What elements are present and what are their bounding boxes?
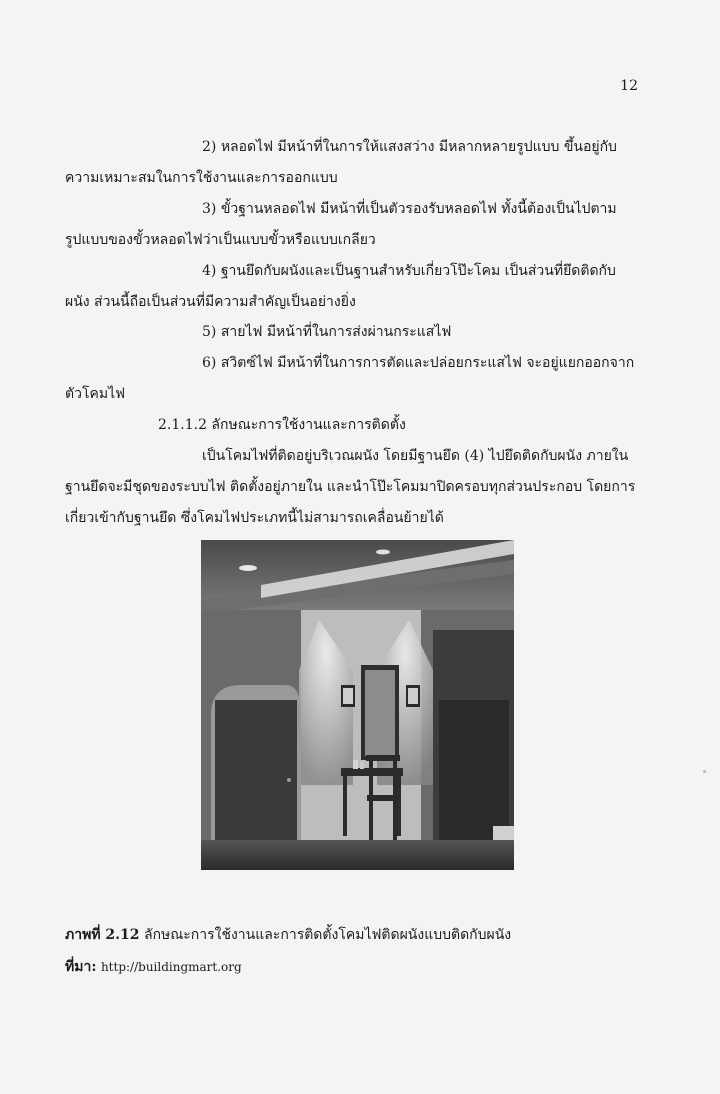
list-item-2-line-2: ความเหมาะสมในการใช้งานและการออกแบบ — [65, 170, 338, 186]
section-heading: 2.1.1.2 ลักษณะการใช้งานและการติดตั้ง — [158, 417, 406, 433]
paragraph-line-3: เกี่ยวเข้ากับฐานยึด ซึ่งโคมไฟประเภทนี้ไม่สามารถเคลื่อนย้ายได้ — [65, 510, 444, 526]
paragraph-line-1: เป็นโคมไฟที่ติดอยู่บริเวณผนัง โดยมีฐานยึด (4) ไปยึดติดกับผนัง ภายใน — [202, 448, 629, 464]
list-item-6-line-2: ตัวโคมไฟ — [65, 386, 126, 402]
list-item-2-line-1: 2) หลอดไฟ มีหน้าที่ในการให้แสงสว่าง มีหลากหลายรูปแบบ ขึ้นอยู่กับ — [202, 139, 617, 155]
list-item-4-line-1: 4) ฐานยึดกับผนังและเป็นฐานสำหรับเกี่ยวโป๊ะโคม เป็นส่วนที่ยึดติดกับ — [202, 263, 616, 279]
figure-source-label: ที่มา: — [65, 959, 97, 975]
figure-source — [65, 956, 242, 978]
scan-speck — [703, 770, 706, 773]
paragraph-line-2: ฐานยึดจะมีชุดของระบบไฟ ติดตั้งอยู่ภายใน และนำโป๊ะโคมมาปิดครอบทุกส่วนประกอบ โดยการ — [65, 479, 636, 495]
figure-caption-label: ภาพที่ 2.12 — [65, 927, 140, 943]
figure-caption-text: ลักษณะการใช้งานและการติดตั้งโคมไฟติดผนังแบบติดกับผนัง — [143, 927, 512, 943]
figure-caption — [65, 924, 511, 946]
page-number: 12 — [620, 78, 638, 94]
room-photo-illustration — [201, 540, 514, 870]
list-item-3-line-1: 3) ขั้วฐานหลอดไฟ มีหน้าที่เป็นตัวรองรับหลอดไฟ ทั้งนี้ต้องเป็นไปตาม — [202, 201, 617, 217]
list-item-3-line-2: รูปแบบของขั้วหลอดไฟว่าเป็นแบบขั้วหรือแบบเกลียว — [65, 232, 376, 248]
list-item-5-line-1: 5) สายไฟ มีหน้าที่ในการส่งผ่านกระแสไฟ — [202, 324, 452, 340]
list-item-4-line-2: ผนัง ส่วนนี้ถือเป็นส่วนที่มีความสำคัญเป็นอย่างยิ่ง — [65, 294, 356, 310]
list-item-6-line-1: 6) สวิตซ์ไฟ มีหน้าที่ในการการตัดและปล่อยกระแสไฟ จะอยู่แยกออกจาก — [202, 355, 635, 371]
figure-photo-interior-room — [201, 540, 514, 870]
figure-source-url: http://buildingmart.org — [100, 960, 242, 974]
